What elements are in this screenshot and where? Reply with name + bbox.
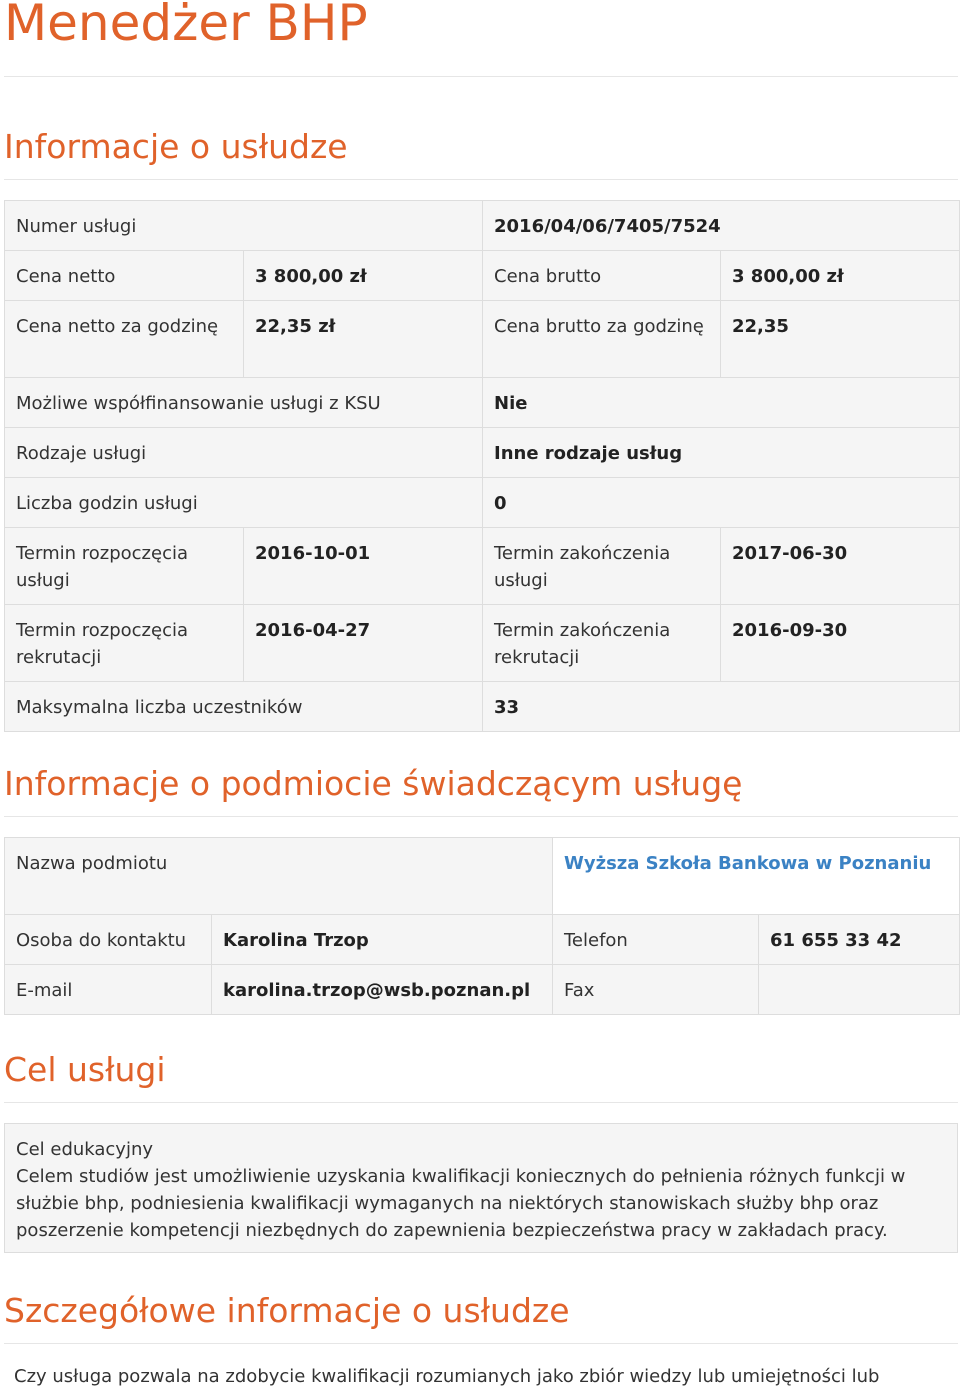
- phone-value: 61 655 33 42: [759, 915, 959, 964]
- end-date-label: Termin zakończenia usługi: [483, 528, 721, 604]
- email-label: E-mail: [5, 965, 212, 1014]
- service-number-label: Numer usługi: [5, 201, 483, 250]
- max-participants-value: 33: [483, 682, 959, 731]
- details-question: Czy usługa pozwala na zdobycie kwalifikacji rozumianych jako zbiór wiedzy lub umiejętności lub: [14, 1366, 880, 1387]
- table-row: [5, 682, 959, 731]
- table-row: [5, 605, 959, 682]
- recruitment-start-label: Termin rozpoczęcia rekrutacji: [5, 605, 244, 681]
- net-price-value: 3 800,00 zł: [244, 251, 483, 300]
- net-hour-price-value: 22,35 zł: [244, 301, 483, 377]
- table-row: [5, 428, 959, 478]
- phone-label: Telefon: [553, 915, 759, 964]
- gross-price-label: Cena brutto: [483, 251, 721, 300]
- table-row: [5, 301, 959, 378]
- cofinancing-value: Nie: [483, 378, 959, 427]
- table-row: [5, 378, 959, 428]
- section-title-goal: Cel usługi: [4, 1050, 166, 1089]
- table-row: [5, 915, 959, 965]
- gross-hour-price-label: Cena brutto za godzinę: [483, 301, 721, 377]
- contact-person-label: Osoba do kontaktu: [5, 915, 212, 964]
- service-number-value: 2016/04/06/7405/7524: [483, 201, 959, 250]
- end-date-value: 2017-06-30: [721, 528, 959, 604]
- page-title: Menedżer BHP: [4, 0, 368, 52]
- table-row: [5, 838, 959, 915]
- table-row: [5, 201, 959, 251]
- recruitment-start-value: 2016-04-27: [244, 605, 483, 681]
- fax-label: Fax: [553, 965, 759, 1014]
- divider: [4, 76, 958, 77]
- service-hours-value: 0: [483, 478, 959, 527]
- fax-value: [759, 965, 959, 1014]
- divider: [4, 1343, 958, 1344]
- table-row: [5, 528, 959, 605]
- gross-hour-price-value: 22,35: [721, 301, 959, 377]
- provider-info-table: [4, 837, 960, 1015]
- contact-person-value: Karolina Trzop: [212, 915, 553, 964]
- recruitment-end-value: 2016-09-30: [721, 605, 959, 681]
- table-row: [5, 251, 959, 301]
- goal-box: [4, 1123, 958, 1253]
- net-price-label: Cena netto: [5, 251, 244, 300]
- net-hour-price-label: Cena netto za godzinę: [5, 301, 244, 377]
- recruitment-end-label: Termin zakończenia rekrutacji: [483, 605, 721, 681]
- service-types-label: Rodzaje usługi: [5, 428, 483, 477]
- service-hours-label: Liczba godzin usługi: [5, 478, 483, 527]
- goal-label: Cel edukacyjny: [16, 1139, 154, 1160]
- service-info-table: [4, 200, 960, 732]
- start-date-label: Termin rozpoczęcia usługi: [5, 528, 244, 604]
- divider: [4, 179, 958, 180]
- goal-text: Celem studiów jest umożliwienie uzyskania kwalifikacji koniecznych do pełnienia różnych funkcji w służbie bhp, podniesienia kwalifikacji wymaganych na niektórych stanowiskach służby bhp oraz poszerzenie kompetencji niezbędnych do zapewnienia bezpieczeństwa pracy w zakładach pracy.: [16, 1166, 906, 1241]
- service-types-value: Inne rodzaje usług: [483, 428, 959, 477]
- section-title-details: Szczegółowe informacje o usłudze: [4, 1291, 570, 1330]
- provider-name-link[interactable]: Wyższa Szkoła Bankowa w Poznaniu: [564, 853, 932, 874]
- section-title-service-info: Informacje o usłudze: [4, 127, 348, 166]
- section-title-provider-info: Informacje o podmiocie świadczącym usługę: [4, 764, 743, 803]
- cofinancing-label: Możliwe współfinansowanie usługi z KSU: [5, 378, 483, 427]
- table-row: [5, 478, 959, 528]
- email-value: karolina.trzop@wsb.poznan.pl: [212, 965, 553, 1014]
- table-row: [5, 965, 959, 1014]
- start-date-value: 2016-10-01: [244, 528, 483, 604]
- divider: [4, 816, 958, 817]
- divider: [4, 1102, 958, 1103]
- provider-name-label: Nazwa podmiotu: [5, 838, 553, 914]
- max-participants-label: Maksymalna liczba uczestników: [5, 682, 483, 731]
- gross-price-value: 3 800,00 zł: [721, 251, 959, 300]
